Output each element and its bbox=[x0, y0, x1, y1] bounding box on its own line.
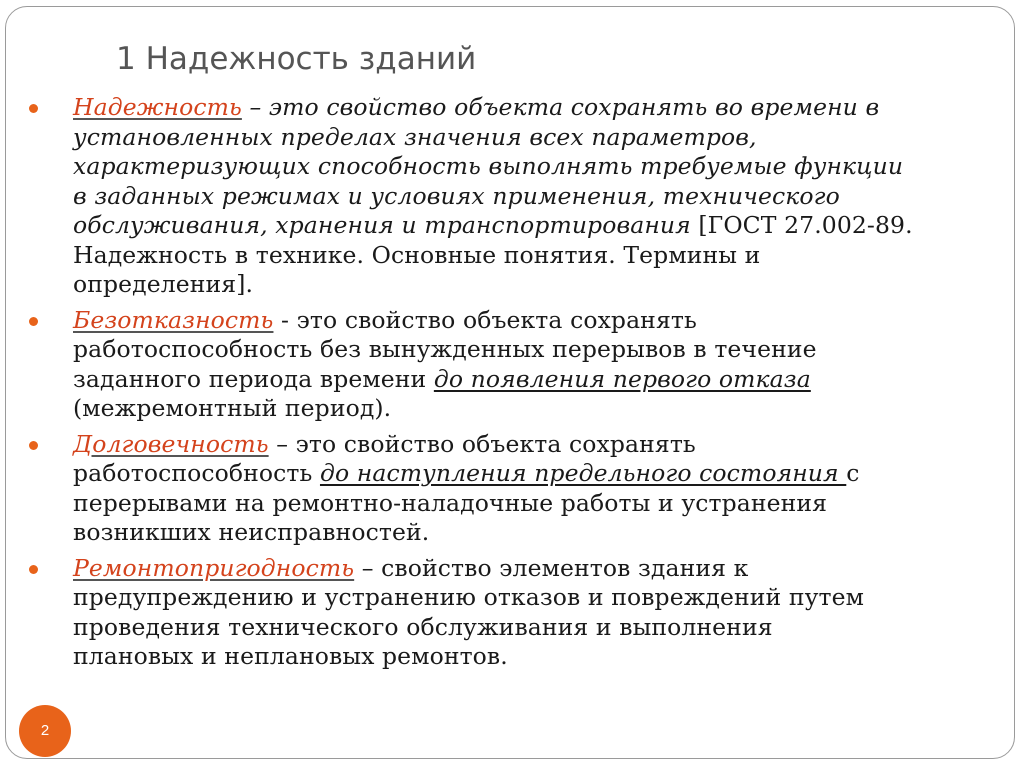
definition-text: – это свойство объекта сохранять во времени в bbox=[241, 93, 880, 121]
definition-text: – свойство элементов здания к bbox=[354, 553, 749, 582]
standard-reference: [ГОСТ 27.002-89. bbox=[698, 211, 913, 239]
definition-text: перерывами на ремонтно-наладочные работы и устранения bbox=[73, 488, 828, 517]
list-item-remontoprigodnost bbox=[6, 554, 1015, 672]
text-line bbox=[73, 93, 986, 123]
emphasis-text: до появления первого отказа bbox=[433, 364, 811, 393]
term-dolgovechnost: Долговечность bbox=[73, 429, 269, 458]
definition-text: плановых и неплановых ремонтов. bbox=[73, 642, 508, 670]
slide-title: 1 Надежность зданий bbox=[116, 41, 477, 77]
list-item-bezotkaznost bbox=[6, 306, 1015, 424]
definition-text: возникших неисправностей. bbox=[73, 518, 430, 546]
text-line bbox=[73, 554, 986, 584]
standard-reference: Надежность в технике. Основные понятия. Термины и bbox=[73, 240, 761, 269]
definition-text: проведения технического обслуживания и выполнения bbox=[73, 612, 773, 641]
definition-text: в заданных режимах и условиях применения, технического bbox=[73, 181, 840, 210]
standard-reference: определения]. bbox=[73, 270, 254, 298]
bullet-dot-icon bbox=[29, 441, 38, 450]
definition-text: характеризующих способность выполнять требуемые функции bbox=[73, 152, 904, 180]
list-item-dolgovechnost bbox=[6, 430, 1015, 548]
definition-text: – это свойство объекта сохранять bbox=[268, 429, 696, 458]
slide-frame bbox=[5, 6, 1015, 759]
text-line bbox=[73, 211, 986, 241]
definition-text: (межремонтный период). bbox=[73, 394, 392, 422]
definition-text: работоспособность без вынужденных перерывов в течение bbox=[73, 335, 817, 363]
definition-text: работоспособность bbox=[73, 459, 320, 487]
definition-text: с bbox=[846, 459, 860, 487]
text-line bbox=[73, 430, 986, 460]
emphasis-text: до наступления предельного состояния bbox=[319, 459, 847, 487]
bullet-dot-icon bbox=[29, 317, 38, 326]
bullet-dot-icon bbox=[29, 104, 38, 113]
definition-text: заданного периода времени bbox=[73, 364, 434, 393]
term-nadezhnost: Надежность bbox=[73, 93, 242, 121]
definition-text: предупреждению и устранению отказов и повреждений путем bbox=[73, 583, 865, 611]
text-line bbox=[73, 365, 986, 395]
list-item-nadezhnost bbox=[6, 93, 1015, 300]
definition-text: установленных пределах значения всех параметров, bbox=[73, 122, 757, 151]
bullet-dot-icon bbox=[29, 565, 38, 574]
page-number-badge: 2 bbox=[19, 705, 71, 757]
term-remontoprigodnost: Ремонтопригодность bbox=[73, 553, 355, 582]
text-line bbox=[73, 459, 986, 489]
definition-text: - это свойство объекта сохранять bbox=[273, 305, 697, 334]
text-line bbox=[73, 306, 986, 336]
definition-text: обслуживания, хранения и транспортирования bbox=[73, 211, 699, 239]
term-bezotkaznost: Безотказность bbox=[73, 305, 274, 334]
definition-list bbox=[6, 93, 1015, 678]
